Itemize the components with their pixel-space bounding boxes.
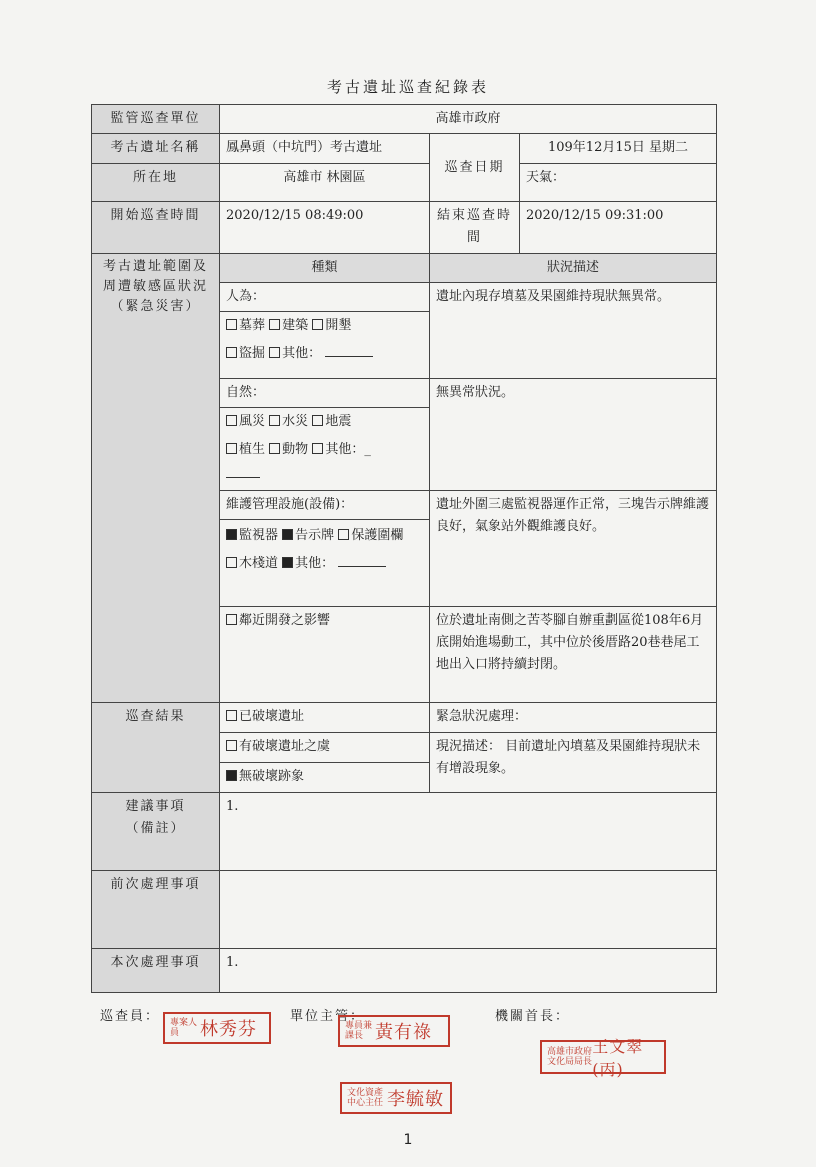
facility-options-1	[220, 519, 429, 548]
option-label: 無破壞跡象	[239, 769, 305, 784]
location-value: 高雄市 林園區	[220, 164, 430, 202]
option-label: 風災	[239, 414, 266, 429]
checkbox-checked[interactable]	[282, 557, 293, 568]
date-value: 109年12月15日 星期二	[520, 134, 717, 164]
option-label: 有破壞遺址之虞	[239, 739, 331, 754]
stamp-title: 文化資產中心主任	[347, 1088, 384, 1108]
option-label: 植生	[239, 442, 266, 457]
option-label: 其他：	[295, 556, 335, 571]
dev-desc: 位於遺址南側之苦苓腳自辦重劃區從108年6月底開始進場動工，其中位於後厝路20巷巷尾工地出入口將持續封閉。	[430, 607, 717, 703]
type-header: 種類	[220, 254, 430, 283]
page-title: 考古遺址巡查紀錄表	[326, 78, 489, 96]
option-label: 鄰近開發之影響	[239, 613, 331, 628]
stamp-name: 李毓敏	[387, 1089, 444, 1110]
inspector-label: 巡查員：	[100, 1009, 161, 1024]
result-option-3	[220, 763, 430, 793]
prev-value	[220, 871, 717, 949]
nature-cell	[220, 379, 430, 491]
suggest-label: 建議事項	[125, 799, 186, 814]
stamp-name: 黃有祿	[375, 1022, 432, 1043]
desc-header: 狀況描述	[430, 254, 717, 283]
human-desc: 遺址內現存墳墓及果園維持現狀無異常。	[430, 283, 717, 379]
checkbox[interactable]	[226, 443, 237, 454]
human-title: 人為：	[226, 289, 266, 304]
checkbox[interactable]	[226, 347, 237, 358]
checkbox[interactable]	[338, 529, 349, 540]
option-label: 地震	[325, 414, 352, 429]
end-time-label: 結束巡查時間	[430, 202, 520, 254]
option-label: 盜掘	[239, 346, 266, 361]
stamp-title: 專員兼課長	[345, 1021, 373, 1041]
unit-value: 高雄市政府	[220, 105, 717, 134]
option-label: 已破壞遺址	[239, 709, 305, 724]
suggest-value: 1.	[220, 793, 717, 871]
option-label: 告示牌	[295, 528, 335, 543]
this-label: 本次處理事項	[92, 949, 220, 993]
option-label: 建築	[282, 318, 309, 333]
nature-fill-line	[220, 464, 429, 484]
checkbox-checked[interactable]	[282, 529, 293, 540]
nature-title: 自然：	[226, 385, 266, 400]
checkbox[interactable]	[226, 740, 237, 751]
human-options-1	[220, 311, 429, 340]
checkbox[interactable]	[269, 415, 280, 426]
site-name-label: 考古遺址名稱	[92, 134, 220, 164]
site-name-value: 鳳鼻頭（中坑門）考古遺址	[220, 134, 430, 164]
human-cell	[220, 283, 430, 379]
suggest-label2: （備註）	[125, 821, 186, 836]
nature-options-2	[220, 436, 429, 464]
stamp-name: 王文翠(丙)	[592, 1037, 644, 1079]
result-option-1	[220, 703, 430, 733]
result-label: 巡查結果	[92, 703, 220, 793]
date-label: 巡查日期	[430, 134, 520, 202]
option-label: 墓葬	[239, 318, 266, 333]
this-value: 1.	[220, 949, 717, 993]
checkbox[interactable]	[226, 319, 237, 330]
status-label: 考古遺址範圍及周遭敏感區狀況（緊急災害）	[92, 254, 220, 703]
current-desc: 現況描述： 目前遺址內墳墓及果園維持現狀未有增設現象。	[430, 733, 717, 793]
human-options-2	[220, 340, 429, 368]
facility-title: 維護管理設施(設備)：	[226, 497, 354, 512]
option-label: 開墾	[325, 318, 352, 333]
checkbox[interactable]	[312, 319, 323, 330]
checkbox[interactable]	[269, 443, 280, 454]
stamp-title: 高雄市政府文化局局長	[547, 1047, 593, 1067]
prev-label: 前次處理事項	[92, 871, 220, 949]
nature-desc: 無異常狀況。	[430, 379, 717, 491]
stamp-name: 林秀芬	[200, 1019, 257, 1040]
checkbox[interactable]	[312, 443, 323, 454]
checkbox[interactable]	[226, 710, 237, 721]
inspection-form	[91, 104, 717, 993]
nature-options-1	[220, 407, 429, 436]
option-label: 水災	[282, 414, 309, 429]
checkbox[interactable]	[269, 319, 280, 330]
facility-cell	[220, 491, 430, 607]
option-label: 動物	[282, 442, 309, 457]
head-label: 機關首長：	[495, 1009, 571, 1024]
supervisor-label: 單位主管：	[290, 1009, 366, 1024]
checkbox[interactable]	[226, 415, 237, 426]
fill-line	[325, 344, 373, 357]
option-label: 其他：_	[325, 442, 371, 457]
facility-desc: 遺址外圍三處監視器運作正常，三塊告示牌維護良好，氣象站外觀維護良好。	[430, 491, 717, 607]
facility-options-2	[220, 548, 429, 578]
stamp-title: 專案人員	[170, 1018, 198, 1038]
option-label: 保護圍欄	[351, 528, 404, 543]
unit-label: 監管巡查單位	[92, 105, 220, 134]
weather-label: 天氣：	[520, 164, 717, 202]
page-number: 1	[403, 1132, 413, 1148]
checkbox[interactable]	[269, 347, 280, 358]
checkbox-checked[interactable]	[226, 529, 237, 540]
fill-line	[226, 465, 260, 478]
location-label: 所在地	[92, 164, 220, 202]
option-label: 木棧道	[239, 556, 279, 571]
end-time-value: 2020/12/15 09:31:00	[520, 202, 717, 254]
fill-line	[338, 554, 386, 567]
head-stamp	[540, 1037, 666, 1079]
checkbox-checked[interactable]	[226, 770, 237, 781]
option-label: 其他：	[282, 346, 322, 361]
checkbox[interactable]	[226, 614, 237, 625]
supervisor-stamp	[338, 1015, 450, 1047]
option-label: 監視器	[239, 528, 279, 543]
emergency-label: 緊急狀況處理：	[430, 703, 717, 733]
inspector-stamp	[163, 1012, 271, 1044]
checkbox[interactable]	[226, 557, 237, 568]
start-time-value: 2020/12/15 08:49:00	[220, 202, 430, 254]
dev-cell	[220, 607, 430, 703]
start-time-label: 開始巡查時間	[92, 202, 220, 254]
checkbox[interactable]	[312, 415, 323, 426]
suggest-label-cell	[92, 793, 220, 871]
result-option-2	[220, 733, 430, 763]
center-stamp	[340, 1082, 452, 1114]
